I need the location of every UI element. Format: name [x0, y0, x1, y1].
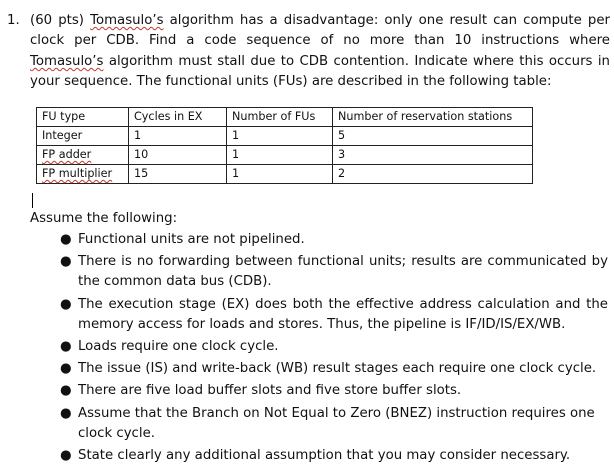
bullet-icon: ●	[60, 254, 72, 270]
bullet-icon: ●	[60, 232, 72, 247]
cell-cycles: 1	[129, 127, 227, 146]
question-text-part: algorithm has a disadvantage: only one result can compute per clock per CDB. Find a code sequence of no more than 10 instructions where	[30, 13, 611, 49]
question-number: 1.	[7, 13, 20, 28]
list-item-text: There are five load buffer slots and five store buffer slots.	[78, 383, 462, 399]
list-item-text: The execution stage (EX) does both the effective address calculation and the memory access for loads and stores. Thus, the pipeline is IF/ID/IS/EX/WB.	[78, 296, 608, 332]
list-item-text: There is no forwarding between functional units; results are communicated by the common data bus (CDB).	[78, 254, 608, 290]
header-reservation-stations: Number of reservation stations	[333, 108, 533, 127]
table-row	[37, 165, 533, 184]
table-row	[37, 127, 533, 146]
list-item	[60, 404, 608, 444]
cell-cycles: 15	[129, 165, 227, 184]
bullet-icon: ●	[60, 383, 72, 399]
fu-type-text: FP adder	[42, 148, 92, 161]
header-fu-type: FU type	[37, 108, 129, 127]
question-text-part: algorithm must stall due to CDB contention. Indicate where this occurs in your sequence. The functional units (FUs) are described in the following table:	[30, 53, 610, 90]
list-item	[60, 381, 608, 401]
cell-fu-type: Integer	[37, 127, 129, 146]
list-item-text: Assume that the Branch on Not Equal to Zero (BNEZ) instruction requires one clock cycle.	[78, 405, 595, 441]
table-row	[37, 146, 533, 165]
bullet-icon: ●	[60, 296, 72, 312]
list-item-text: The issue (IS) and write-back (WB) result stages each require one clock cycle.	[78, 361, 597, 377]
list-item-text: Loads require one clock cycle.	[78, 339, 279, 355]
bullet-icon: ●	[60, 405, 72, 421]
list-item	[60, 359, 608, 379]
list-item	[60, 252, 608, 292]
question-text	[30, 11, 610, 93]
cell-num-fus: 1	[227, 165, 333, 184]
term-tomasulo: Tomasulo’s	[90, 13, 164, 28]
cell-fu-type	[37, 146, 129, 165]
bullet-icon: ●	[60, 448, 72, 464]
cell-num-fus: 1	[227, 146, 333, 165]
list-item	[60, 446, 608, 466]
list-item	[60, 230, 608, 250]
cell-num-fus: 1	[227, 127, 333, 146]
term-tomasulo: Tomasulo’s	[30, 53, 104, 69]
text-cursor	[32, 193, 33, 208]
list-item-text: State clearly any additional assumption that you may consider necessary.	[78, 448, 571, 464]
cell-reservation-stations: 2	[333, 165, 533, 184]
cell-cycles: 10	[129, 146, 227, 165]
assume-heading: Assume the following:	[30, 211, 178, 226]
assumption-list	[60, 230, 608, 468]
cell-reservation-stations: 3	[333, 146, 533, 165]
cell-reservation-stations: 5	[333, 127, 533, 146]
bullet-icon: ●	[60, 361, 72, 377]
table-header-row	[37, 108, 533, 127]
list-item-text: Functional units are not pipelined.	[78, 232, 305, 247]
list-item	[60, 337, 608, 357]
list-item	[60, 295, 608, 335]
bullet-icon: ●	[60, 339, 72, 355]
question-points: (60 pts)	[30, 13, 84, 28]
fu-type-text: FP multiplier	[42, 167, 113, 180]
cell-fu-type	[37, 165, 129, 184]
header-num-fus: Number of FUs	[227, 108, 333, 127]
header-cycles: Cycles in EX	[129, 108, 227, 127]
functional-units-table	[36, 107, 533, 184]
